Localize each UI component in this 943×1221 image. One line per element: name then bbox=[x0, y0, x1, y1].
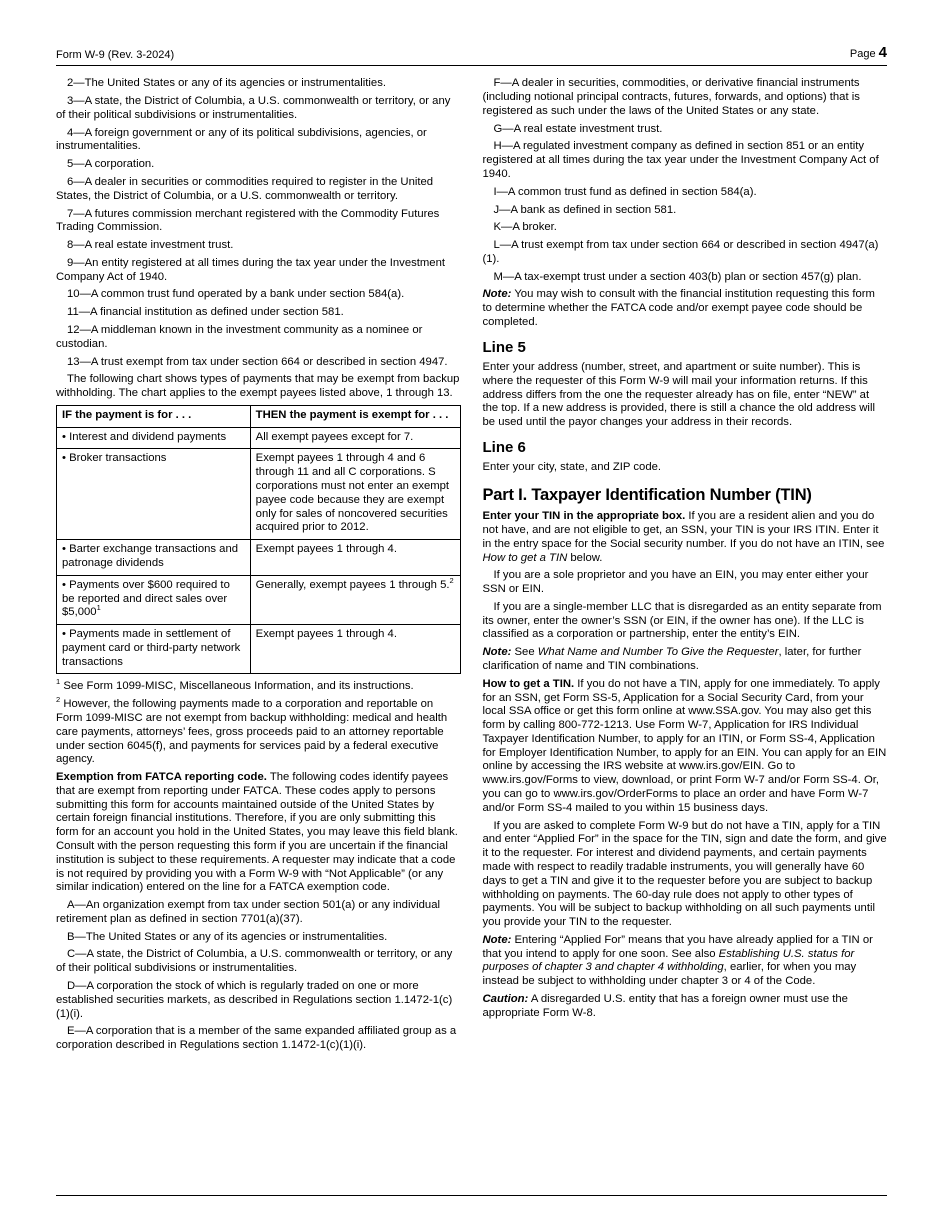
note-label: Note: bbox=[482, 646, 512, 659]
cell-text: Exempt payees 1 through 4. bbox=[255, 628, 397, 641]
line-6-heading: Line 6 bbox=[482, 439, 526, 456]
exempt-payee-item: 2—The United States or any of its agencies or instrumentalities. bbox=[67, 77, 386, 90]
table-cell-then bbox=[250, 625, 460, 674]
table-cell-if bbox=[57, 427, 251, 449]
cell-text: All exempt payees except for 7. bbox=[255, 430, 414, 443]
note-paragraph bbox=[483, 934, 888, 989]
table-cell-then bbox=[250, 575, 460, 624]
exempt-payee-item: 5—A corporation. bbox=[67, 158, 155, 171]
fatca-code-item: M—A tax-exempt trust under a section 403(b) plan or section 457(g) plan. bbox=[493, 270, 862, 283]
fatca-code-item: G—A real estate investment trust. bbox=[493, 122, 663, 135]
table-header-then: THEN the payment is exempt for . . . bbox=[250, 405, 460, 427]
fatca-code-item: H—A regulated investment company as defined in section 851 or an entity registered at all times during the tax year under the Investment Company Act of 1940. bbox=[482, 140, 879, 180]
exempt-payee-item: 10—A common trust fund operated by a bank under section 584(a). bbox=[67, 288, 405, 301]
note-label: Note: bbox=[482, 933, 512, 946]
table-row bbox=[57, 625, 461, 674]
fatca-label: Exemption from FATCA reporting code. bbox=[56, 771, 267, 784]
enter-tin-label: Enter your TIN in the appropriate box. bbox=[482, 510, 686, 523]
table-row bbox=[57, 427, 461, 449]
enter-tin-paragraph bbox=[483, 510, 888, 565]
page-number: 4 bbox=[878, 44, 887, 61]
table-body bbox=[57, 427, 461, 674]
paragraph-text: See bbox=[514, 646, 538, 659]
chart-intro-paragraph: The following chart shows types of payments that may be exempt from backup withholding. The chart applies to the exempt payees listed above, 1 through 13. bbox=[56, 373, 460, 400]
footnote-marker: 2 bbox=[449, 575, 454, 585]
table-header-row bbox=[57, 405, 461, 427]
how-to-get-tin-paragraph bbox=[483, 678, 888, 816]
two-column-body bbox=[56, 77, 887, 1057]
caution-label: Caution: bbox=[482, 992, 529, 1005]
italic-reference: Establishing U.S. status for purposes of chapter 3 and chapter 4 withholding bbox=[482, 947, 855, 974]
footnote-marker: 1 bbox=[56, 677, 61, 687]
left-column bbox=[56, 77, 461, 1057]
cell-text: • Payments made in settlement of payment card or third-party network transactions bbox=[62, 628, 241, 668]
exempt-payee-item: 3—A state, the District of Columbia, a U.S. commonwealth or territory, or any of their political subdivisions or instrumentalities. bbox=[56, 95, 451, 121]
applied-for-paragraph: If you are asked to complete Form W-9 but do not have a TIN, apply for a TIN and enter “Applied For” in the space for the TIN, sign and date the form, and give it to the requester. For interest and dividend payments, and certain payments made with respect to readily tradable instruments, you will generally have 60 days to get a TIN and give it to the requester before you are subject to backup withholding on payments. The 60-day rule does not apply to other types of payments. You will be subject to backup withholding on all such payments until you provide your TIN to the requester. bbox=[482, 819, 887, 929]
fatca-code-item: K—A broker. bbox=[493, 221, 557, 234]
footnote-marker: 1 bbox=[96, 603, 101, 613]
table-row bbox=[57, 449, 461, 540]
exempt-payee-item: 13—A trust exempt from tax under section 664 or described in section 4947. bbox=[67, 355, 448, 368]
caution-paragraph bbox=[483, 993, 888, 1021]
table-cell-then bbox=[250, 427, 460, 449]
caution-text: A disregarded U.S. entity that has a foreign owner must use the appropriate Form W-8. bbox=[482, 992, 848, 1019]
exempt-payee-item: 7—A futures commission merchant registered with the Commodity Futures Trading Commission. bbox=[56, 207, 440, 234]
paragraph-text: Entering “Applied For” means that you have already applied for a TIN or that you intend to apply for one soon. See also bbox=[482, 933, 873, 960]
table-row bbox=[57, 575, 461, 624]
table-cell-if bbox=[57, 575, 251, 624]
how-to-get-tin-label: How to get a TIN. bbox=[482, 677, 575, 690]
note-label: Note: bbox=[482, 288, 512, 301]
paragraph-text: , earlier, for when you may instead be subject to withholding under chapter 3 or 4 of the Code. bbox=[482, 961, 857, 988]
exempt-payments-table bbox=[56, 405, 461, 675]
page-label: Page bbox=[849, 48, 876, 60]
exempt-payee-item: 8—A real estate investment trust. bbox=[67, 239, 234, 252]
line-5-heading: Line 5 bbox=[482, 338, 526, 356]
table-cell-if bbox=[57, 625, 251, 674]
italic-reference: What Name and Number To Give the Requester bbox=[537, 646, 779, 659]
right-column bbox=[483, 77, 888, 1057]
sole-proprietor-paragraph: If you are a sole proprietor and you have an EIN, you may enter either your SSN or EIN. bbox=[482, 569, 869, 596]
fatca-code-item: F—A dealer in securities, commodities, or derivative financial instruments (including notional principal contracts, futures, forwards, and options) that is registered as such under the laws of the United States or any state. bbox=[482, 77, 860, 117]
exempt-payee-item: 11—A financial institution as defined under section 581. bbox=[67, 306, 344, 319]
table-cell-if bbox=[57, 449, 251, 540]
table-cell-then bbox=[250, 540, 460, 576]
exempt-payee-item: 9—An entity registered at all times during the tax year under the Investment Company Act of 1940. bbox=[56, 256, 446, 283]
footnote-2 bbox=[56, 695, 461, 767]
table-head bbox=[57, 405, 461, 427]
paragraph-text: If you do not have a TIN, apply for one immediately. To apply for an SSN, get Form SS-5, Application for a Social Security Card, from your local SSA office or get this form online at www.SSA.gov. You may also get this form by calling 800-772-1213. Use Form W-7, Application for IRS Individual Taxpayer Identification Number, to apply for an ITIN, or Form SS-4, Application for Employer Identification Number, to apply for an EIN. You can apply for an EIN online by accessing the IRS website at www.irs.gov/EIN. Go to www.irs.gov/Forms to view, download, or print Form W-7 and/or Form SS-4. Or, you can go to www.irs.gov/OrderForms to place an order and have Form W-7 and/or Form SS-4 mailed to you within 15 business days. bbox=[482, 677, 887, 814]
cell-text: • Broker transactions bbox=[62, 452, 167, 465]
fatca-code-item: L—A trust exempt from tax under section 664 or described in section 4947(a)(1). bbox=[482, 239, 879, 265]
footnote-text: However, the following payments made to a corporation and reportable on Form 1099-MISC are not exempt from backup withholding: medical and health care payments, attorneys’ fees, gross proceeds paid to an attorney reportable under section 6045(f), and payments for services paid by a federal executive agency. bbox=[56, 698, 448, 766]
part-1-heading: Part I. Taxpayer Identification Number (TIN) bbox=[482, 486, 812, 505]
paragraph-text: , later, for further clarification of name and TIN combinations. bbox=[482, 646, 862, 673]
footnote-1 bbox=[56, 677, 461, 694]
single-member-llc-paragraph: If you are a single-member LLC that is disregarded as an entity separate from its owner, enter the owner’s SSN (or EIN, if the owner has one). If the LLC is classified as a corporation or partnership, enter the entity’s EIN. bbox=[482, 600, 882, 641]
line-6-text: Enter your city, state, and ZIP code. bbox=[482, 461, 662, 474]
cell-text: Exempt payees 1 through 4 and 6 through 11 and all C corporations. S corporations must not enter an exempt payee code because they are exempt only for sales of noncovered securities acquired prior to 2012. bbox=[255, 452, 450, 534]
note-text: You may wish to consult with the financial institution requesting this form to determine whether the FATCA code and/or exempt payee code should be completed. bbox=[482, 288, 875, 329]
exempt-payee-item: 6—A dealer in securities or commodities required to register in the United States, the District of Columbia, or a U.S. commonwealth or territory. bbox=[56, 175, 434, 202]
table-header-if: IF the payment is for . . . bbox=[57, 405, 251, 427]
cell-text: • Payments over $600 required to be reported and direct sales over $5,000 bbox=[62, 578, 230, 619]
form-title: Form W-9 (Rev. 3-2024) bbox=[56, 48, 175, 61]
footnote-marker: 2 bbox=[56, 695, 61, 705]
fatca-code-item: I—A common trust fund as defined in section 584(a). bbox=[493, 185, 757, 198]
cell-text: Generally, exempt payees 1 through 5. bbox=[255, 578, 450, 591]
footer-rule bbox=[56, 1195, 887, 1196]
footnote-text: See Form 1099-MISC, Miscellaneous Information, and its instructions. bbox=[63, 680, 414, 693]
table-cell-if bbox=[57, 540, 251, 576]
line-5-text: Enter your address (number, street, and apartment or suite number). This is where the requester of this Form W-9 will mail your information returns. If this address differs from the one the requester already has on file, enter “NEW” at the top. If a new address is provided, there is still a chance the old address will be used until the payor changes your address in their records. bbox=[482, 361, 875, 429]
exempt-payee-item: 12—A middleman known in the investment community as a nominee or custodian. bbox=[56, 324, 423, 350]
table-row bbox=[57, 540, 461, 576]
fatca-exemption-paragraph bbox=[56, 771, 461, 895]
fatca-code-item: B—The United States or any of its agencies or instrumentalities. bbox=[67, 930, 388, 943]
table-cell-then bbox=[250, 449, 460, 540]
cell-text: • Interest and dividend payments bbox=[62, 430, 227, 443]
page-header bbox=[56, 44, 887, 66]
cell-text: • Barter exchange transactions and patronage dividends bbox=[62, 543, 239, 569]
italic-reference: How to get a TIN bbox=[482, 551, 568, 564]
paragraph-text: If you are a resident alien and you do not have, and are not eligible to get, an SSN, your TIN is your IRS ITIN. Enter it in the entry space for the Social security number. If you do not have an ITIN, see bbox=[482, 510, 885, 550]
fatca-code-item: D—A corporation the stock of which is regularly traded on one or more established securities markets, as described in Regulations section 1.1472-1(c)(1)(i). bbox=[56, 980, 453, 1020]
fatca-code-item: A—An organization exempt from tax under section 501(a) or any individual retirement plan as defined in section 7701(a)(37). bbox=[56, 899, 440, 925]
note-paragraph bbox=[483, 646, 888, 674]
page-indicator bbox=[850, 44, 887, 62]
fatca-code-item: J—A bank as defined in section 581. bbox=[493, 203, 677, 216]
fatca-code-item: C—A state, the District of Columbia, a U.S. commonwealth or territory, or any of their political subdivisions or instrumentalities. bbox=[56, 948, 453, 975]
cell-text: Exempt payees 1 through 4. bbox=[255, 543, 397, 556]
fatca-code-item: E—A corporation that is a member of the same expanded affiliated group as a corporation described in Regulations section 1.1472-1(c)(1)(i). bbox=[56, 1025, 457, 1052]
fatca-text: The following codes identify payees that are exempt from reporting under FATCA. These codes apply to persons submitting this form for accounts maintained outside of the United States by certain foreign financial institutions. Therefore, if you are only submitting this form for an account you hold in the United States, you may leave this field blank. Consult with the person requesting this form if you are uncertain if the financial institution is subject to these requirements. A requester may indicate that a code is not required by providing you with a Form W-9 with “Not Applicable” (or any similar indication) entered on the line for a FATCA exemption code. bbox=[56, 771, 458, 894]
exempt-payee-item: 4—A foreign government or any of its political subdivisions, agencies, or instrumentalities. bbox=[56, 126, 427, 153]
note-paragraph bbox=[483, 288, 888, 329]
paragraph-text: below. bbox=[567, 551, 603, 564]
